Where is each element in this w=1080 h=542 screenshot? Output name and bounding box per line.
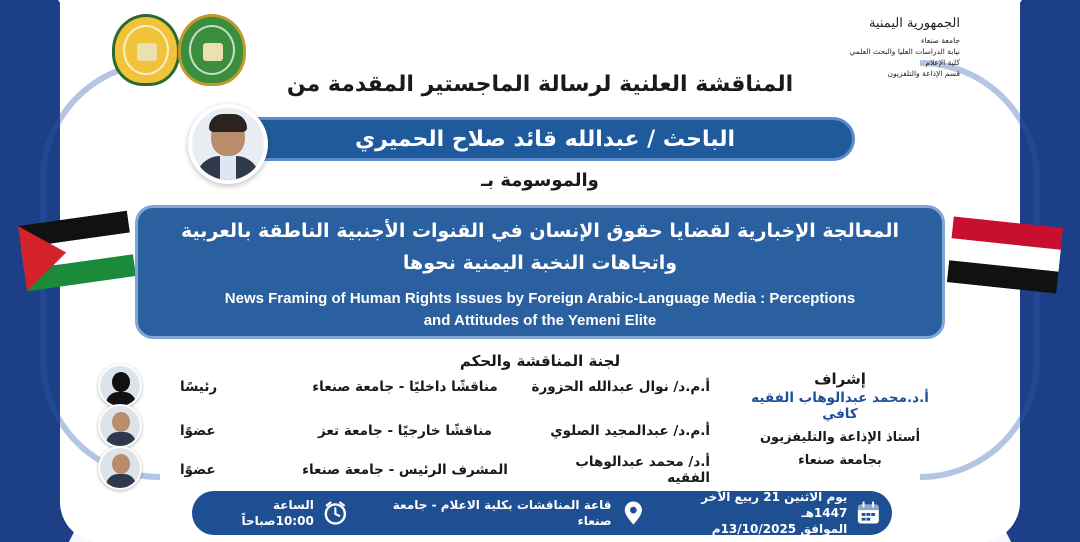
supervision-block [740, 370, 940, 468]
committee-member [150, 455, 710, 485]
topic-arabic-line-1: المعالجة الإخبارية لقضايا حقوق الإنسان في القنوات الأجنبية الناطقة بالعربية [180, 220, 900, 242]
location-segment [367, 497, 647, 529]
date-segment [660, 489, 882, 537]
supervisor-university: بجامعة صنعاء [798, 453, 882, 468]
researcher-name: الباحث / عبدالله قائد صلاح الحميري [354, 126, 736, 152]
topic-english-line-2: and Attitudes of the Yemeni Elite [423, 312, 657, 329]
committee-member [150, 416, 710, 446]
member-name: أ.م.د/ نوال عبدالله الحزورة [531, 379, 710, 395]
header-line-2: نيابة الدراسات العليا والبحث العلمي [849, 47, 960, 56]
committee-member [150, 372, 710, 402]
member-name: أ.د/ محمد عبدالوهاب الفقيه [575, 454, 710, 486]
location-text: قاعة المناقشات بكلية الاعلام - جامعة صنعاء [392, 498, 612, 528]
topic-arabic-line-2: واتجاهات النخبة اليمنية نحوها [402, 252, 678, 274]
member-rank: عضوًا [180, 462, 216, 478]
topic-english-line-1: News Framing of Human Rights Issues by Foreign Arabic-Language Media : Perceptions [224, 290, 856, 307]
member-photo [98, 364, 142, 408]
member-photo [98, 404, 142, 448]
institution-header [820, 16, 960, 79]
entitled-label: والموسومة بـ [481, 170, 599, 191]
calendar-icon [855, 499, 882, 527]
committee-title: لجنة المناقشة والحكم [459, 352, 621, 370]
emblem-text: الجمهورية اليمنية [868, 16, 960, 31]
thesis-topic-card [135, 205, 945, 339]
clock-icon [322, 499, 349, 527]
event-info-bar [192, 491, 892, 535]
yemen-flag [947, 216, 1063, 293]
header-line-1: جامعة صنعاء [920, 36, 960, 45]
location-pin-icon [620, 499, 647, 527]
member-name: أ.م.د/ عبدالمجيد الصلوي [550, 423, 710, 439]
date-hijri: يوم الاثنين 21 ربيع الآخر 1447هـ [701, 490, 848, 520]
member-rank: رئيسًا [180, 379, 218, 395]
member-role: مناقشًا خارجيًا - جامعة تعز [318, 423, 492, 439]
header-line-4: قسم الإذاعة والتلفزيون [887, 69, 960, 78]
member-role: مناقشًا داخليًا - جامعة صنعاء [312, 379, 498, 395]
member-rank: عضوًا [180, 423, 216, 439]
header-line-3: كلية الإعلام [925, 58, 960, 67]
date-gregorian: الموافق 13/10/2025م [711, 522, 848, 536]
researcher-banner [235, 117, 855, 161]
member-photo [98, 446, 142, 490]
time-segment [202, 497, 349, 529]
main-title: المناقشة العلنية لرسالة الماجستير المقدمة من [286, 72, 794, 97]
supervisor-title: أستاذ الإذاعة والتليفزيون [759, 430, 921, 445]
member-role: المشرف الرئيس - جامعة صنعاء [302, 462, 508, 478]
time-text: الساعة 10:00صباحاً [241, 498, 314, 528]
supervision-title: إشراف [814, 370, 866, 388]
supervisor-name: أ.د.محمد عبدالوهاب الفقيه كافي [751, 390, 929, 422]
